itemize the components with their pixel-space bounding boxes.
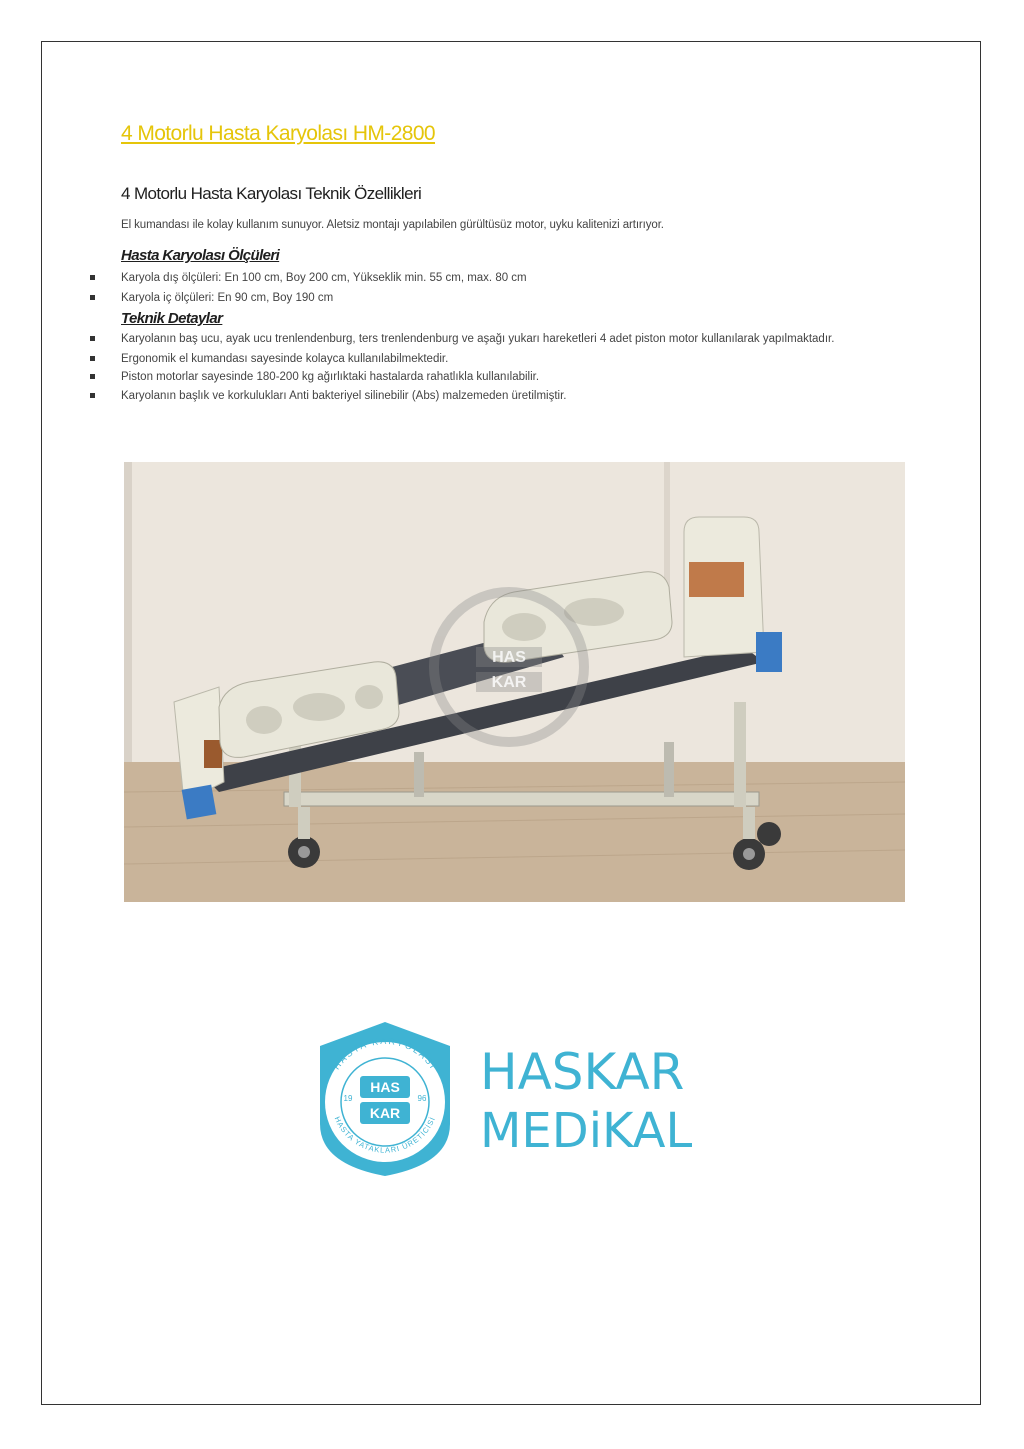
watermark-top: HAS — [492, 649, 526, 666]
logo-badge-bottom: KAR — [369, 1105, 401, 1121]
list-item — [88, 370, 908, 385]
logo-arc-top: HASTA KARYOLASI — [331, 1035, 439, 1072]
dimensions-list — [88, 271, 908, 310]
logo-badge-top: HAS — [370, 1079, 400, 1095]
haskar-medikal-logo — [300, 1014, 740, 1184]
list-item — [88, 291, 908, 306]
bullet-icon — [90, 275, 95, 280]
list-item-text: Ergonomik el kumandası sayesinde kolayca kullanılabilmektedir. — [121, 352, 449, 365]
hospital-bed-illustration — [124, 462, 905, 902]
bullet-icon — [90, 393, 95, 398]
details-heading: Teknik Detaylar — [121, 310, 223, 327]
product-photo — [124, 462, 905, 902]
bullet-icon — [90, 356, 95, 361]
bullet-icon — [90, 374, 95, 379]
list-item-text: Karyola dış ölçüleri: En 100 cm, Boy 200 cm, Yükseklik min. 55 cm, max. 80 cm — [121, 272, 527, 284]
list-item-text: Piston motorlar sayesinde 180-200 kg ağırlıktaki hastalarda rahatlıkla kullanılabilir. — [121, 371, 540, 383]
watermark-bottom: KAR — [491, 674, 527, 691]
bullet-icon — [90, 336, 95, 341]
list-item-text: Karyolanın baş ucu, ayak ucu trenlendenburg, ters trenlendenburg ve aşağı yukarı hareketleri 4 adet piston motor kullanılarak yapılmaktadır. — [121, 333, 835, 345]
list-item — [88, 271, 908, 286]
details-list — [88, 332, 908, 408]
logo-name-line2: MEDiKAL — [480, 1103, 693, 1159]
dimensions-heading: Hasta Karyolası Ölçüleri — [121, 247, 280, 264]
bullet-icon — [90, 295, 95, 300]
logo-name-line1: HASKAR — [480, 1043, 685, 1101]
list-item — [88, 352, 908, 367]
section-title: 4 Motorlu Hasta Karyolası Teknik Özellikleri — [121, 184, 422, 203]
logo-arc-bottom: HASTA YATAKLARI ÜRETİCİSİ — [332, 1115, 438, 1155]
list-item — [88, 332, 908, 347]
logo-year-right: 96 — [417, 1094, 427, 1103]
intro-paragraph: El kumandası ile kolay kullanım sunuyor. Aletsiz montajı yapılabilen gürültüsüz motor, uyku kalitenizi artırıyor. — [121, 219, 664, 231]
list-item-text: Karyola iç ölçüleri: En 90 cm, Boy 190 cm — [121, 291, 334, 304]
company-logo — [300, 1014, 740, 1184]
document-title[interactable]: 4 Motorlu Hasta Karyolası HM-2800 — [121, 122, 436, 145]
list-item-text: Karyolanın başlık ve korkulukları Anti bakteriyel silinebilir (Abs) malzemeden üretilmiştir. — [121, 389, 567, 402]
list-item — [88, 389, 908, 404]
logo-year-left: 19 — [343, 1094, 353, 1103]
